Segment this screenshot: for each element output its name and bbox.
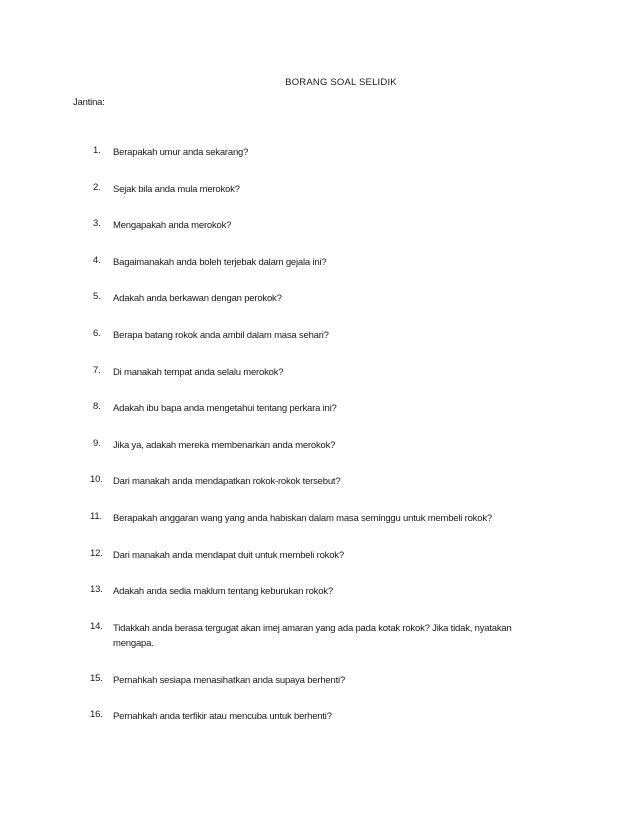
page-title-text: BORANG SOAL SELIDIK	[285, 77, 397, 88]
question-number: 13.	[90, 584, 103, 596]
question-number: 16.	[90, 709, 103, 721]
question-number: 7.	[93, 364, 101, 376]
question-14	[0, 621, 638, 673]
question-text: Berapa batang rokok anda ambil dalam masa sehari?	[113, 329, 329, 341]
question-number: 14.	[90, 620, 103, 632]
question-text: Berapakah umur anda sekarang?	[113, 147, 249, 158]
question-text: Adakah ibu bapa anda mengetahui tentang perkara ini?	[113, 403, 337, 415]
question-number: 12.	[90, 547, 103, 559]
question-16	[0, 709, 638, 746]
question-number: 4.	[93, 254, 101, 266]
question-number: 2.	[93, 181, 101, 193]
question-number: 10.	[90, 474, 103, 486]
question-number: 9.	[93, 437, 101, 449]
question-text: Jika ya, adakah mereka membenarkan anda merokok?	[113, 439, 336, 451]
question-text: Bagaimanakah anda boleh terjebak dalam gejala ini?	[113, 256, 327, 268]
question-text: Berapakah anggaran wang yang anda habiskan dalam masa seminggu untuk membeli rokok?	[113, 512, 492, 524]
question-number: 8.	[93, 401, 101, 413]
question-9	[0, 438, 638, 475]
question-text: Di manakah tempat anda selalu merokok?	[113, 366, 284, 378]
question-text: Adakah anda sedia maklum tentang keburukan rokok?	[113, 586, 333, 598]
question-number: 1.	[93, 145, 101, 156]
question-7	[0, 365, 638, 402]
question-5	[0, 291, 638, 328]
question-text: Tidakkah anda berasa tergugat akan imej amaran yang ada pada kotak rokok? Jika tidak, nyatakan mengapa.	[113, 622, 512, 650]
question-number: 5.	[93, 291, 101, 303]
question-15	[0, 673, 638, 710]
question-list	[0, 145, 638, 746]
question-text: Mengapakah anda merokok?	[113, 220, 232, 232]
question-number: 3.	[93, 218, 101, 230]
page-title	[0, 77, 638, 88]
gender-field-label: Jantina:	[73, 97, 105, 108]
question-text: Pernahkah anda terfikir atau mencuba untuk berhenti?	[113, 711, 332, 723]
question-4	[0, 255, 638, 292]
question-number: 15.	[90, 672, 103, 684]
question-1	[0, 145, 638, 182]
question-number: 6.	[93, 327, 101, 339]
question-11	[0, 511, 638, 548]
question-text: Sejak bila anda mula merokok?	[113, 183, 240, 195]
question-10	[0, 474, 638, 511]
question-12	[0, 548, 638, 585]
question-13	[0, 584, 638, 621]
question-2	[0, 182, 638, 219]
question-text: Adakah anda berkawan dengan perokok?	[113, 293, 282, 305]
question-text: Dari manakah anda mendapat duit untuk membeli rokok?	[113, 549, 344, 561]
question-text: Dari manakah anda mendapatkan rokok-rokok tersebut?	[113, 476, 341, 488]
question-6	[0, 328, 638, 365]
question-text: Pernahkah sesiapa menasihatkan anda supaya berhenti?	[113, 674, 346, 686]
question-8	[0, 401, 638, 438]
question-3	[0, 218, 638, 255]
question-number: 11.	[90, 510, 102, 522]
